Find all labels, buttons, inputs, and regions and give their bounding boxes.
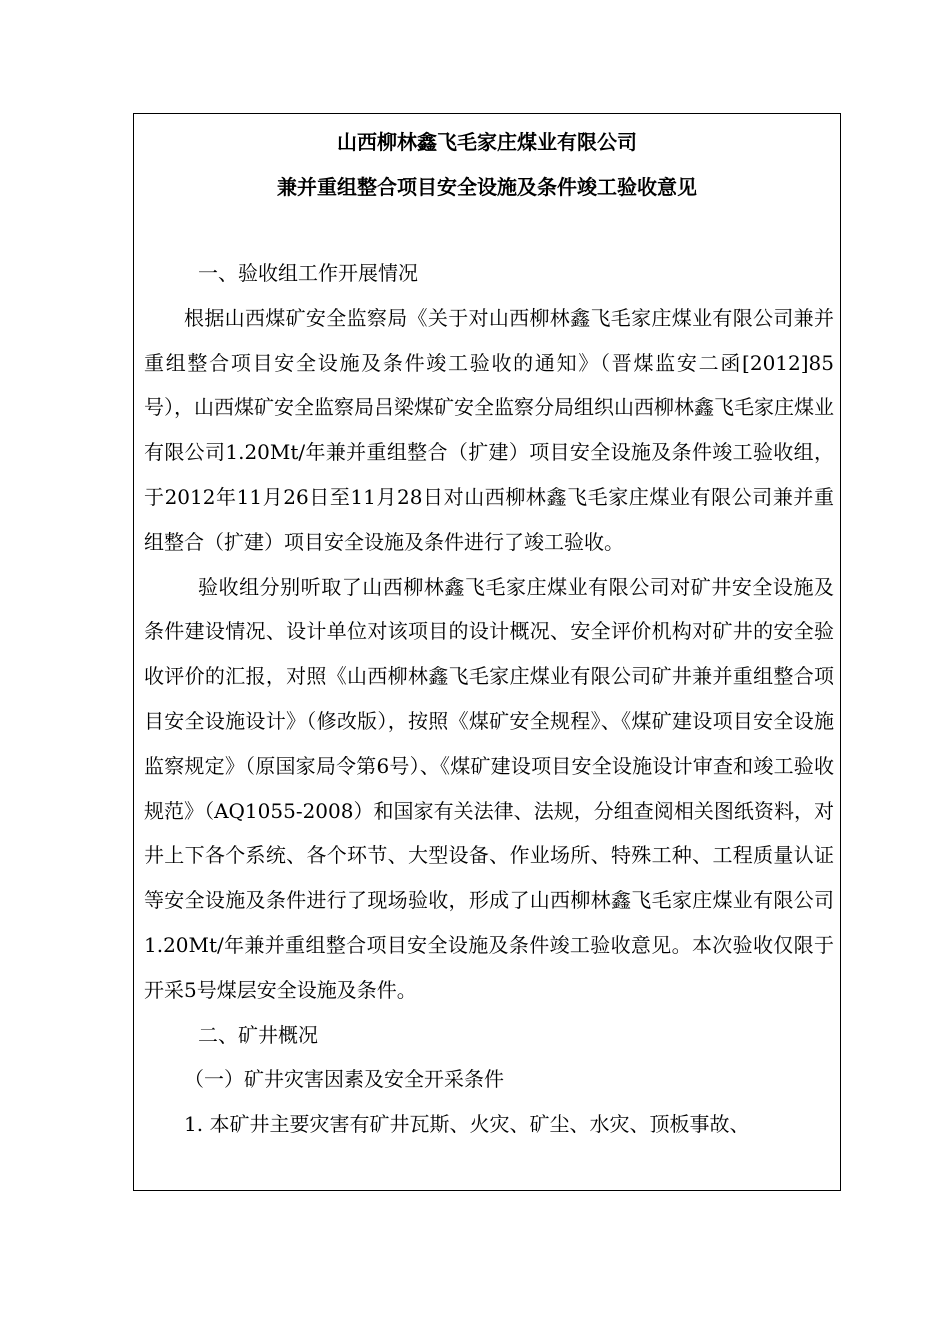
paragraph-inspection: 验收组分别听取了山西柳林鑫飞毛家庄煤业有限公司对矿井安全设施及条件建设情况、设计单位对该项目的设计概况、安全评价机构对矿井的安全验收评价的汇报，对照《山西柳林鑫飞毛家庄煤业有限公司矿井兼并重组整合项目安全设施设计》（修改版），按照《煤矿安全规程》、《煤矿建设项目安全设施监察规定》（原国家局令第6号）、《煤矿建设项目安全设施设计审查和竣工验收规范》（AQ1055-2008）和国家有关法律、法规，分组查阅相关图纸资料，对井上下各个系统、各个环节、大型设备、作业场所、特殊工种、工程质量认证等安全设施及条件进行了现场验收，形成了山西柳林鑫飞毛家庄煤业有限公司1.20Mt/年兼并重组整合项目安全设施及条件竣工验收意见。本次验收仅限于开采5号煤层安全设施及条件。 [144, 574, 834, 1002]
document-title-line-1: 山西柳林鑫飞毛家庄煤业有限公司 [337, 130, 637, 154]
section-heading-2: 二、矿井概况 [198, 1022, 318, 1047]
document-frame [133, 113, 841, 1191]
subsection-heading-1: （一）矿井灾害因素及安全开采条件 [184, 1067, 504, 1092]
list-item-1: 1. 本矿井主要灾害有矿井瓦斯、火灾、矿尘、水灾、顶板事故、 [184, 1112, 750, 1137]
paragraph-notice: 根据山西煤矿安全监察局《关于对山西柳林鑫飞毛家庄煤业有限公司兼并重组整合项目安全设施及条件竣工验收的通知》（晋煤监安二函[2012]85号），山西煤矿安全监察局吕梁煤矿安全监察分局组织山西柳林鑫飞毛家庄煤业有限公司1.20Mt/年兼并重组整合（扩建）项目安全设施及条件竣工验收组，于2012年11月26日至11月28日对山西柳林鑫飞毛家庄煤业有限公司兼并重组整合（扩建）项目安全设施及条件进行了竣工验收。 [144, 305, 834, 554]
section-heading-1: 一、验收组工作开展情况 [198, 261, 418, 285]
document-title-line-2: 兼并重组整合项目安全设施及条件竣工验收意见 [277, 175, 697, 199]
document-body [144, 251, 834, 1147]
